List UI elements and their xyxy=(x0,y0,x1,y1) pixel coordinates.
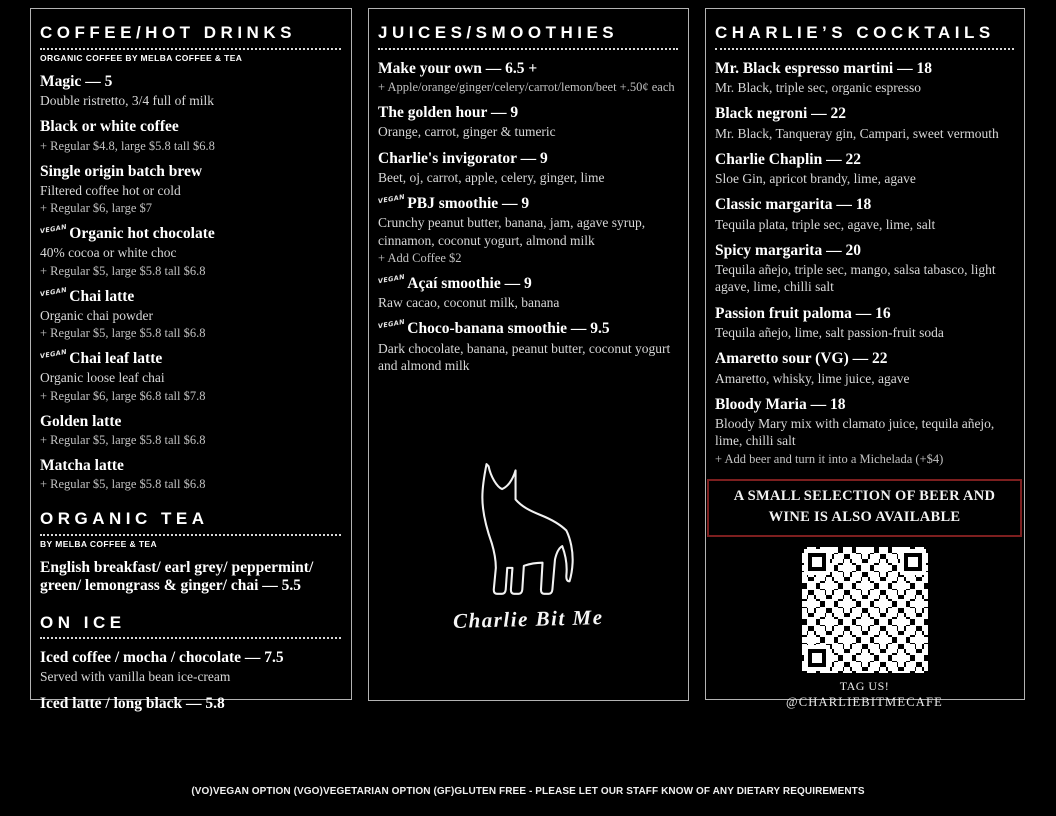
item-name-text: Passion fruit paloma — 16 xyxy=(715,304,891,322)
item-description: 40% cocoa or white choc xyxy=(40,245,177,261)
item-name-text: Classic margarita — 18 xyxy=(715,196,872,214)
item-description: + Add beer and turn it into a Michelada (+$4) xyxy=(715,451,944,466)
menu-column-coffee xyxy=(30,8,352,712)
vegan-badge: VEGAN xyxy=(39,222,68,236)
item-description: Sloe Gin, apricot brandy, lime, agave xyxy=(715,171,916,187)
item-description: + Regular $5, large $5.8 tall $6.8 xyxy=(40,477,206,492)
dotted-rule xyxy=(40,48,341,50)
section-title: CHARLIE’S COCKTAILS xyxy=(715,23,995,42)
item-name-text: Golden latte xyxy=(40,412,122,430)
item-name xyxy=(378,150,678,168)
item-name-text: The golden hour — 9 xyxy=(378,103,519,121)
qr-block xyxy=(715,547,1014,711)
vegan-badge: VEGAN xyxy=(377,318,406,331)
section-subtitle: ORGANIC COFFEE BY MELBA COFFEE & TEA xyxy=(40,52,243,63)
notice-line: WINE IS ALSO AVAILABLE xyxy=(768,509,961,526)
item-name-text: Charlie's invigorator — 9 xyxy=(378,149,548,167)
item-description: Dark chocolate, banana, peanut butter, coconut yogurt and almond milk xyxy=(378,340,671,373)
section-title: JUICES/SMOOTHIES xyxy=(378,23,619,42)
item-name xyxy=(39,347,341,368)
vegan-badge: VEGAN xyxy=(377,192,406,206)
item-description: Filtered coffee hot or cold xyxy=(40,182,181,198)
menu-item xyxy=(40,73,341,110)
menu-item xyxy=(39,347,341,404)
notice-line: A SMALL SELECTION OF BEER AND xyxy=(733,487,996,504)
item-name xyxy=(378,320,678,338)
menu-column-cocktails xyxy=(705,8,1025,710)
section-header xyxy=(40,614,341,640)
item-name-text: Organic hot chocolate xyxy=(69,225,215,243)
item-name-text: English breakfast/ earl grey/ peppermint/ green/ lemongrass & ginger/ chai — 5.5 xyxy=(40,558,314,595)
menu-column-juices xyxy=(368,8,689,701)
dietary-footer-note: (VO)VEGAN OPTION (VGO)VEGETARIAN OPTION (GF)GLUTEN FREE - PLEASE LET OUR STAFF KNOW OF ANY DIETARY REQUIREMENTS xyxy=(191,786,865,797)
juices-sections xyxy=(378,24,678,374)
menu-item xyxy=(40,649,341,686)
item-description: Organic loose leaf chai xyxy=(40,370,165,386)
item-name-text: Single origin batch brew xyxy=(40,162,203,180)
item-name-text: Mr. Black espresso martini — 18 xyxy=(715,59,932,77)
menu-item xyxy=(715,242,1014,296)
menu-item xyxy=(715,350,1014,387)
item-name xyxy=(377,192,678,213)
item-name xyxy=(40,649,341,667)
qr-finder-icon xyxy=(804,645,830,671)
item-description: Organic chai powder xyxy=(40,307,153,323)
dotted-rule xyxy=(715,48,1014,50)
section-header xyxy=(40,24,341,63)
item-name xyxy=(40,559,341,596)
item-description: Orange, carrot, ginger & tumeric xyxy=(378,124,556,140)
menu-item xyxy=(40,413,341,448)
item-name-text: Iced coffee / mocha / chocolate — 7.5 xyxy=(40,649,284,667)
qr-caption xyxy=(715,678,1014,711)
menu-item xyxy=(39,222,341,279)
item-name xyxy=(40,73,341,91)
section-title: ON ICE xyxy=(40,612,126,632)
item-description: + Regular $6, large $7 xyxy=(40,201,152,216)
item-name xyxy=(715,396,1014,414)
menu-item xyxy=(39,285,341,342)
menu-section xyxy=(378,24,678,374)
menu-item xyxy=(715,305,1014,342)
dog-outline-icon xyxy=(476,460,580,599)
item-description: + Regular $5, large $5.8 tall $6.8 xyxy=(40,432,206,447)
item-name-text: Magic — 5 xyxy=(40,72,113,90)
section-title: ORGANIC TEA xyxy=(40,509,209,529)
item-description: Served with vanilla bean ice-cream xyxy=(40,669,231,685)
menu-section xyxy=(715,24,1014,467)
menu-section xyxy=(40,510,341,595)
menu-item xyxy=(377,272,678,312)
item-name xyxy=(715,305,1014,323)
qr-code-icon xyxy=(802,547,928,673)
section-header xyxy=(715,24,1014,50)
menu-item xyxy=(715,196,1014,233)
section-header xyxy=(40,510,341,549)
item-name-text: Charlie Chaplin — 22 xyxy=(715,150,861,168)
item-name xyxy=(715,105,1014,123)
item-name-text: Chai latte xyxy=(69,287,135,305)
menu-section xyxy=(40,24,341,492)
item-name xyxy=(377,272,678,293)
section-subtitle: BY MELBA COFFEE & TEA xyxy=(40,538,158,549)
item-name-text: Amaretto sour (VG) — 22 xyxy=(715,350,888,368)
item-name-text: Iced latte / long black — 5.8 xyxy=(40,694,225,712)
item-name xyxy=(715,350,1014,368)
menu-item xyxy=(40,457,341,492)
item-description: Raw cacao, coconut milk, banana xyxy=(378,295,560,311)
item-description: Tequila añejo, triple sec, mango, salsa tabasco, light agave, lime, chilli salt xyxy=(715,262,996,295)
beer-wine-notice xyxy=(707,479,1022,538)
vegan-badge: VEGAN xyxy=(39,347,68,361)
section-header xyxy=(378,24,678,50)
item-name xyxy=(39,222,341,243)
item-name xyxy=(378,60,678,78)
item-name-text: PBJ smoothie — 9 xyxy=(407,195,530,213)
item-description: + Regular $6, large $6.8 tall $7.8 xyxy=(40,388,206,403)
tag-us-text: TAG US! xyxy=(839,679,890,694)
dotted-rule xyxy=(40,534,341,536)
item-description: + Regular $4.8, large $5.8 tall $6.8 xyxy=(40,138,215,153)
item-name xyxy=(715,196,1014,214)
item-description: Beet, oj, carrot, apple, celery, ginger, lime xyxy=(378,169,605,185)
menu-item xyxy=(715,151,1014,188)
brand-wordmark: Charlie Bit Me xyxy=(452,605,604,634)
menu-section xyxy=(40,614,341,714)
item-name xyxy=(40,163,341,181)
item-description: Bloody Mary mix with clamato juice, tequila añejo, lime, chilli salt xyxy=(715,416,995,449)
item-name-text: Açaí smoothie — 9 xyxy=(407,274,532,292)
menu-item xyxy=(40,118,341,153)
item-description: Mr. Black, triple sec, organic espresso xyxy=(715,79,921,95)
menu-item xyxy=(378,320,678,374)
item-description: Mr. Black, Tanqueray gin, Campari, sweet vermouth xyxy=(715,125,999,141)
vegan-badge: VEGAN xyxy=(377,272,406,286)
item-name-text: Black or white coffee xyxy=(40,118,179,136)
menu-item xyxy=(40,559,341,596)
item-description: + Apple/orange/ginger/celery/carrot/lemon/beet +.50¢ each xyxy=(378,79,675,94)
menu-item xyxy=(378,150,678,187)
dotted-rule xyxy=(378,48,678,50)
item-name xyxy=(715,60,1014,78)
vegan-badge: VEGAN xyxy=(39,285,68,298)
item-name xyxy=(378,104,678,122)
item-name-text: Choco-banana smoothie — 9.5 xyxy=(407,320,610,338)
item-name-text: Chai leaf latte xyxy=(69,350,163,368)
menu-item xyxy=(378,104,678,141)
item-name-text: Bloody Maria — 18 xyxy=(715,395,846,413)
item-description: Crunchy peanut butter, banana, jam, agave syrup, cinnamon, coconut yogurt, almond milk xyxy=(378,215,646,248)
item-name xyxy=(39,285,341,306)
item-description: + Add Coffee $2 xyxy=(378,250,462,265)
item-name xyxy=(40,457,341,475)
item-description: + Regular $5, large $5.8 tall $6.8 xyxy=(40,326,206,341)
item-name-text: Matcha latte xyxy=(40,456,124,474)
menu-item xyxy=(40,695,341,713)
menu-item xyxy=(378,60,678,95)
menu-item xyxy=(715,105,1014,142)
menu-item xyxy=(377,192,678,266)
item-description: Tequila plata, triple sec, agave, lime, salt xyxy=(715,216,936,232)
menu-item xyxy=(40,163,341,217)
qr-finder-icon xyxy=(804,549,830,575)
menu-item xyxy=(715,396,1014,467)
cocktails-sections xyxy=(715,24,1014,467)
section-title: COFFEE/HOT DRINKS xyxy=(40,23,296,42)
item-name xyxy=(715,151,1014,169)
coffee-sections xyxy=(40,24,341,713)
item-name xyxy=(40,118,341,136)
item-name-text: Make your own — 6.5 + xyxy=(378,59,538,77)
item-name xyxy=(715,242,1014,260)
item-name xyxy=(40,695,341,713)
logo-block xyxy=(378,460,678,632)
item-description: Tequila añejo, lime, salt passion-fruit soda xyxy=(715,324,944,340)
item-description: Amaretto, whisky, lime juice, agave xyxy=(715,370,910,386)
dotted-rule xyxy=(40,637,341,639)
item-name-text: Spicy margarita — 20 xyxy=(715,241,861,259)
instagram-handle: @CHARLIEBITMECAFE xyxy=(786,695,943,710)
item-description: Double ristretto, 3/4 full of milk xyxy=(40,92,214,108)
item-name-text: Black negroni — 22 xyxy=(715,105,847,123)
menu-item xyxy=(715,60,1014,97)
item-description: + Regular $5, large $5.8 tall $6.8 xyxy=(40,263,206,278)
item-name xyxy=(40,413,341,431)
qr-finder-icon xyxy=(900,549,926,575)
